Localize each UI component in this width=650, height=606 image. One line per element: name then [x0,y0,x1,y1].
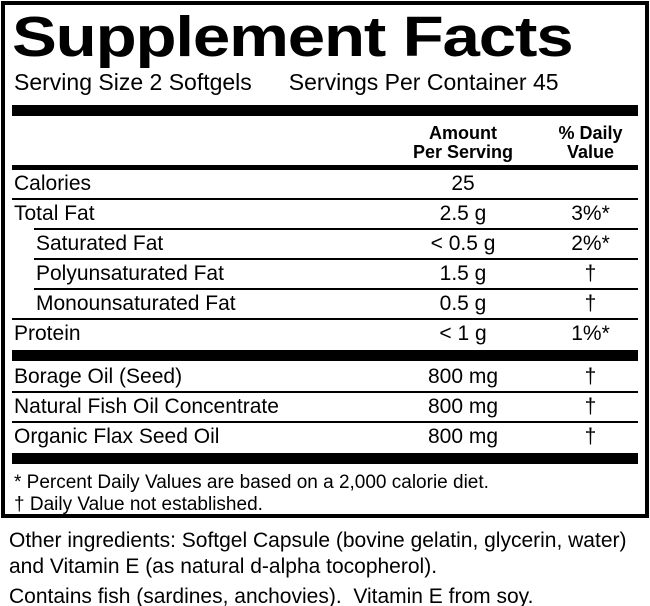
table-row-saturated-fat [34,228,638,258]
table-row-total-fat [12,198,638,228]
nutrient-name: Polyunsaturated Fat [36,262,224,285]
nutrient-daily-value: 2%* [571,232,610,255]
table-row-calories [12,170,638,198]
header-spacer [12,124,383,162]
ingredient-daily-value: † [584,425,597,448]
amount-header-line2: Per Serving [412,142,514,162]
table-row-fish-oil [12,391,638,421]
table-row-borage-oil [12,363,638,391]
nutrient-amount: 25 [451,172,475,195]
nutrient-name: Monounsaturated Fat [36,292,236,315]
nutrient-name: Protein [14,322,81,345]
ingredient-name: Organic Flax Seed Oil [14,425,220,448]
nutrient-amount: 2.5 g [439,202,487,225]
divider-bar [12,453,638,464]
column-header-row [12,118,638,170]
nutrient-name: Saturated Fat [36,232,164,255]
ingredient-amount: 800 mg [427,425,499,448]
table-row-flax-seed-oil [12,421,638,451]
footnote-daily-values: * Percent Daily Values are based on a 2,000 calorie diet. [14,472,489,493]
ingredient-amount: 800 mg [427,365,499,388]
nutrient-daily-value: 3%* [571,202,610,225]
serving-info [12,69,638,101]
amount-header-line1: Amount [429,123,497,143]
nutrient-name: Total Fat [14,202,95,225]
nutrient-name: Calories [14,172,92,195]
supplement-facts-box [1,1,649,518]
nutrient-daily-value: † [584,292,597,315]
nutrient-daily-value: † [584,262,597,285]
nutrient-amount: < 1 g [439,322,487,345]
footnote-not-established: † Daily Value not established. [14,494,263,515]
allergen-statement-text: Contains fish (sardines, anchovies). Vitamin E from soy. [9,585,534,606]
ingredient-daily-value: † [584,365,597,388]
servings-per-container: Servings Per Container 45 [288,69,559,95]
table-row-protein [12,318,638,348]
other-ingredients-line1: Other ingredients: Softgel Capsule (bovine gelatin, glycerin, water) [9,529,627,552]
serving-size: Serving Size 2 Softgels [14,69,252,95]
ingredient-name: Natural Fish Oil Concentrate [14,395,279,418]
nutrient-amount: < 0.5 g [430,232,496,255]
dv-header-line2: Value [566,142,615,162]
nutrient-amount: 0.5 g [439,292,487,315]
other-ingredients-line2: and Vitamin E (as natural d-alpha tocopherol). [9,555,438,578]
footnotes [12,466,638,518]
column-header-daily-value [543,124,638,162]
facts-title-wrap [12,5,638,69]
divider-bar [12,105,638,116]
ingredient-daily-value: † [584,395,597,418]
dv-header-line1: % Daily [558,123,623,143]
facts-title: Supplement Facts [12,4,573,69]
ingredient-amount: 800 mg [427,395,499,418]
nutrient-amount: 1.5 g [439,262,487,285]
allergen-statement [9,584,645,606]
divider-bar [12,350,638,361]
ingredient-name: Borage Oil (Seed) [14,365,183,388]
column-header-amount [383,124,543,162]
other-ingredients [9,528,645,580]
table-row-polyunsaturated-fat [34,258,638,288]
label-footer-text [9,528,645,606]
nutrient-daily-value: 1%* [571,322,610,345]
table-row-monounsaturated-fat [34,288,638,318]
